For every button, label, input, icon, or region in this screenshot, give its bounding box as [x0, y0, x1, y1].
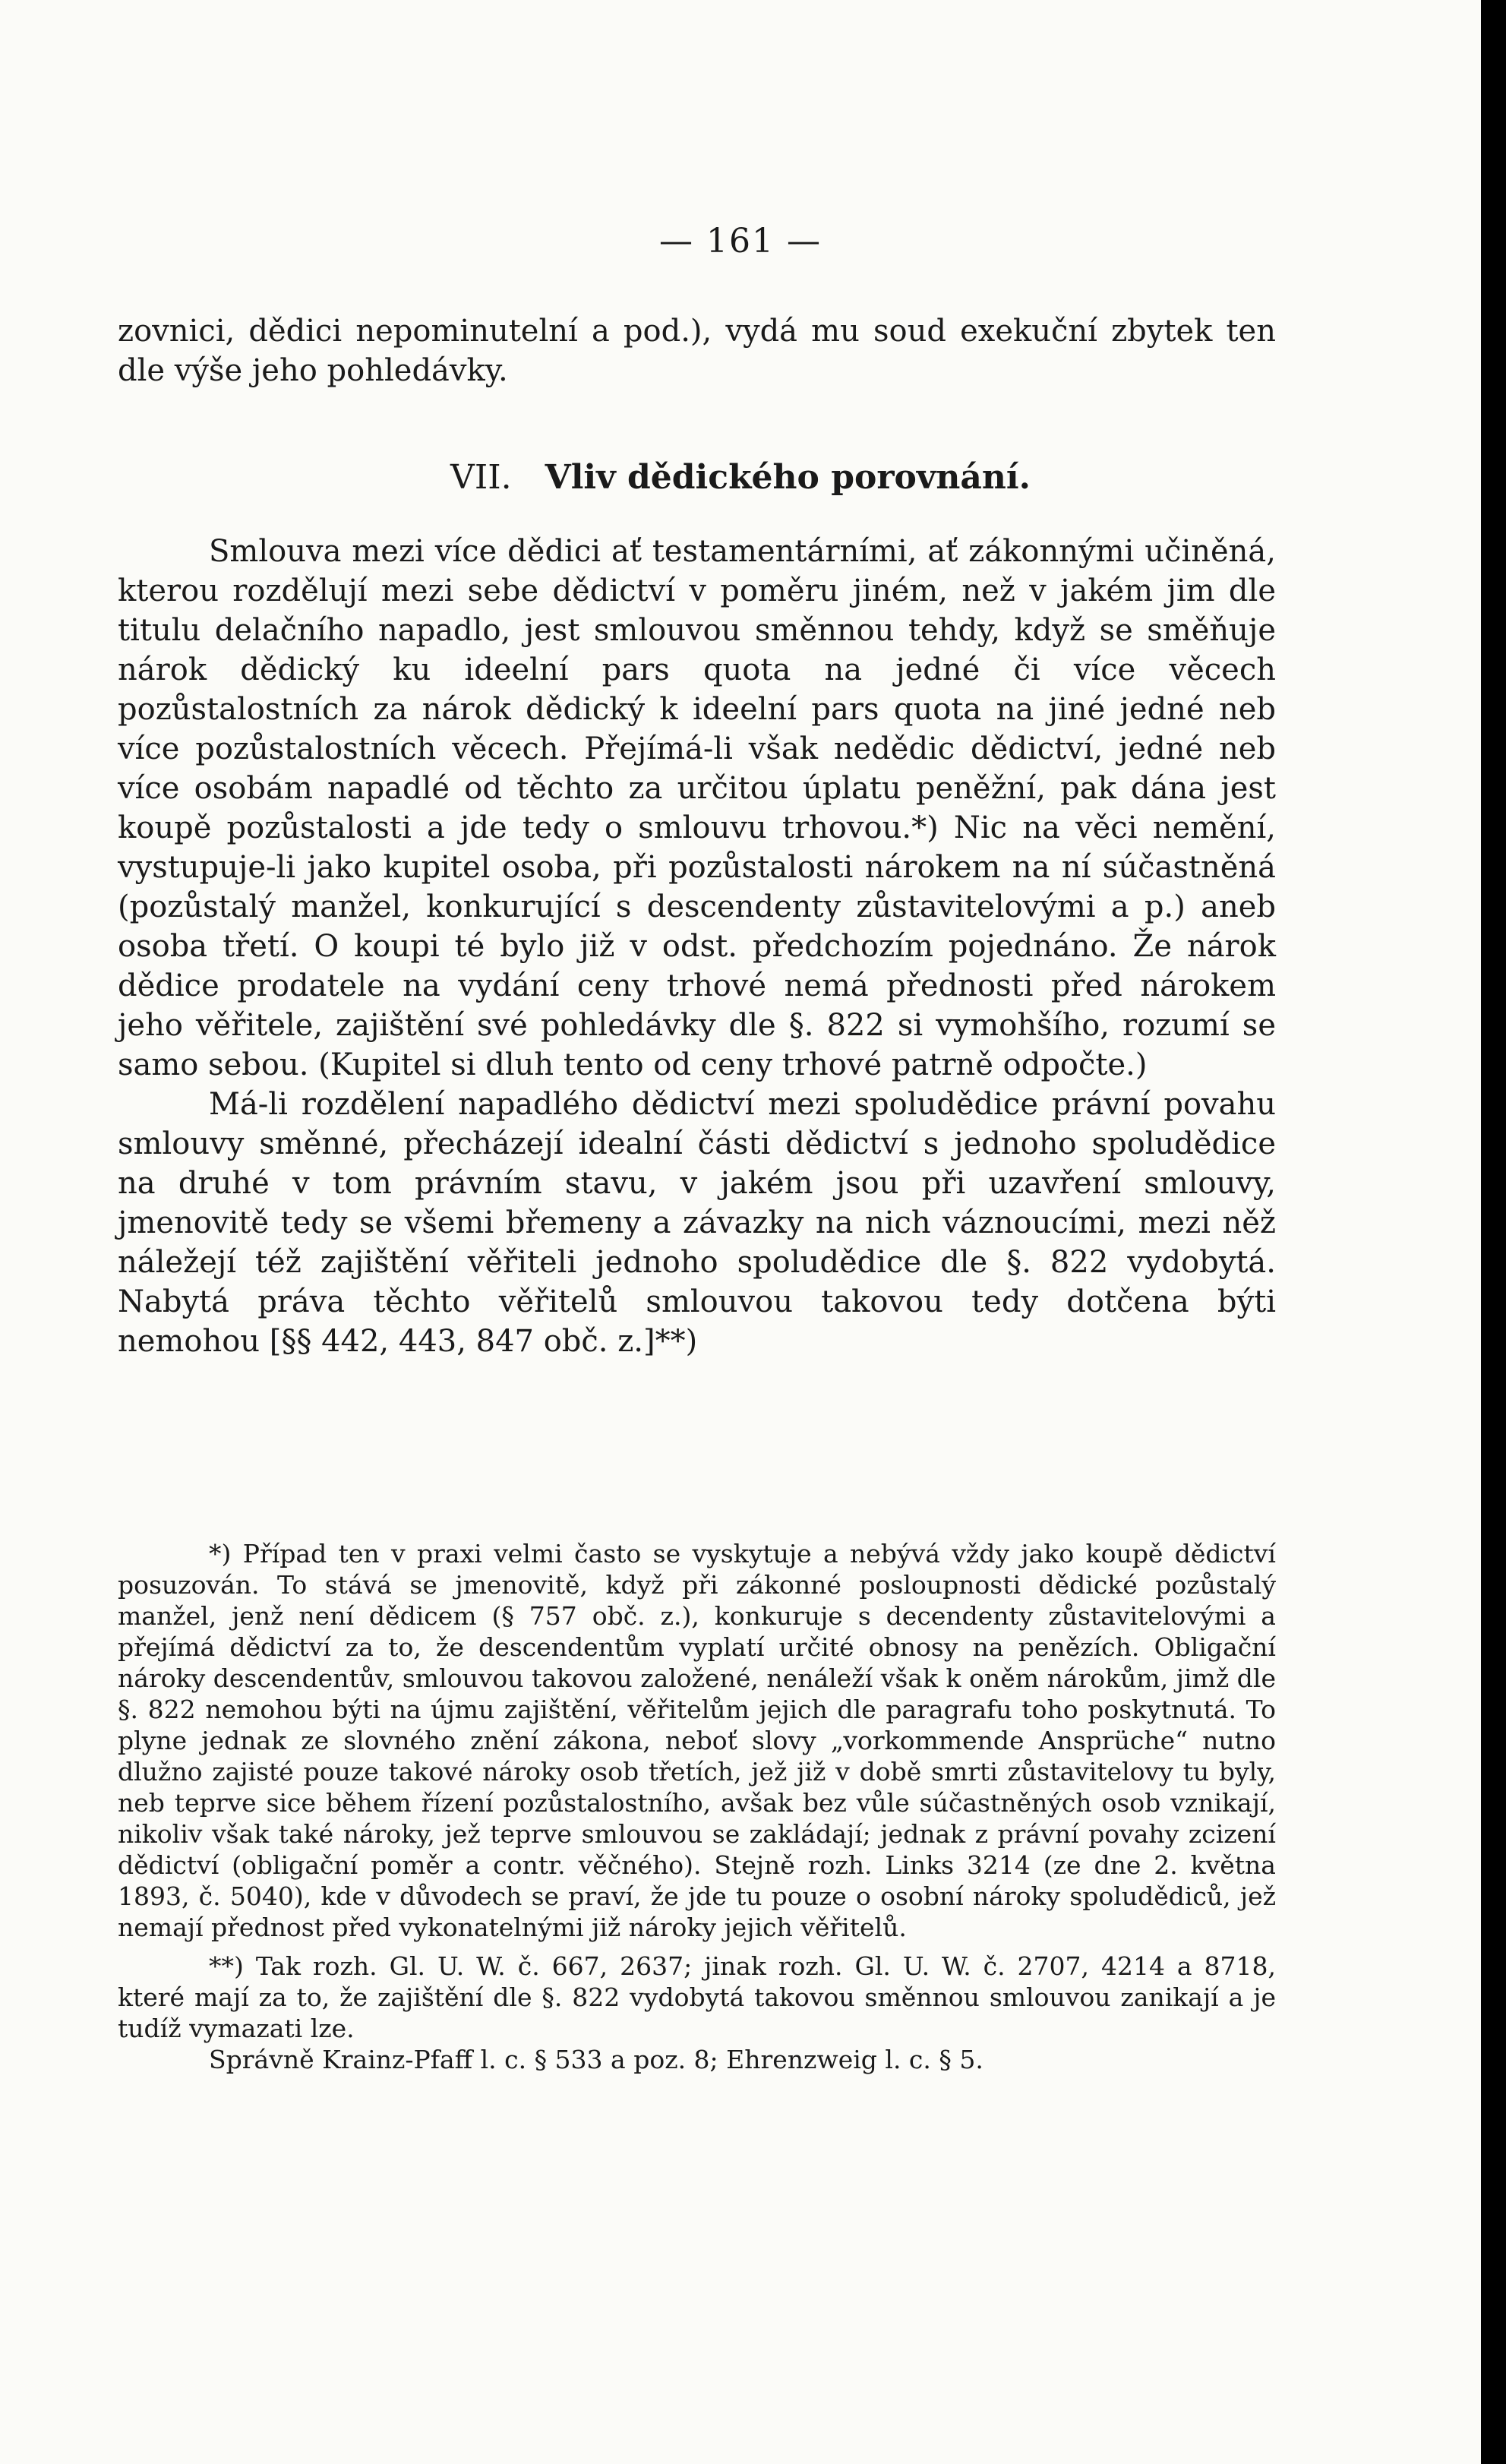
footnotes — [118, 1538, 1276, 2075]
footnote: **) Tak rozh. Gl. U. W. č. 667, 2637; jinak rozh. Gl. U. W. č. 2707, 4214 a 8718, které mají za to, že zajištění dle §. 822 vydobytá takovou směnnou smlouvou zanikají a je tudíž vymazati lze. — [118, 1951, 1276, 2043]
body-text — [118, 532, 1276, 1361]
scan-border — [1481, 0, 1506, 2464]
intro-text: zovnici, dědici nepominutelní a pod.), vydá mu soud exekuční zbytek ten dle výše jeho pohledávky. — [118, 314, 1276, 388]
section-number: VII. — [450, 458, 512, 497]
footnote: Správně Krainz-Pfaff l. c. § 533 a poz. 8; Ehrenzweig l. c. § 5. — [209, 2045, 983, 2074]
intro-paragraph — [118, 311, 1276, 390]
paragraph: Smlouva mezi více dědici ať testamentárními, ať zákonnými učiněná, kterou rozdělují mezi sebe dědictví v poměru jiném, než v jakém jim dle titulu delačního napadlo, jest smlouvou směnnou tehdy, když se směňuje nárok dědický ku ideelní pars quota na jedné či více věcech pozůstalostních za nárok dědický k ideelní pars quota na jiné jedné neb více pozůstalostních věcech. Přejímá-li však nedědic dědictví, jedné neb více osobám napadlé od těchto za určitou úplatu peněžní, pak dána jest koupě pozůstalosti a jde tedy o smlouvu trhovou.*) Nic na věci nemění, vystupuje-li jako kupitel osoba, při pozůstalosti nárokem na ní súčastněná (pozůstalý manžel, konkurující s descendenty zůstavitelovými a p.) aneb osoba třetí. O koupi té bylo již v odst. předchozím pojednáno. Že nárok dědice prodatele na vydání ceny trhové nemá přednosti před nárokem jeho věřitele, zajištění své pohledávky dle §. 822 si vymohšího, rozumí se samo sebou. (Kupitel si dluh tento od ceny trhové patrně odpočte.) — [118, 534, 1276, 1082]
page-number: — 161 — — [659, 222, 822, 261]
section-heading — [0, 458, 1481, 497]
section-title: Vliv dědického porovnání. — [545, 458, 1031, 497]
paragraph: Má-li rozdělení napadlého dědictví mezi spoludědice právní povahu smlouvy směnné, přecházejí idealní části dědictví s jednoho spoludědice na druhé v tom právním stavu, v jakém jsou při uzavření smlouvy, jmenovitě tedy se všemi břemeny a závazky na nich váznoucími, mezi něž náležejí též zajištění věřiteli jednoho spoludědice dle §. 822 vydobytá. Nabytá práva těchto věřitelů smlouvou takovou tedy dotčena býti nemohou [§§ 442, 443, 847 obč. z.]**) — [118, 1087, 1276, 1359]
footnote: *) Případ ten v praxi velmi často se vyskytuje a nebývá vždy jako koupě dědictví posuzován. To stává se jmenovitě, když při zákonné posloupnosti dědické pozůstalý manžel, jenž není dědicem (§ 757 obč. z.), konkuruje s decendenty zůstavitelovými a přejímá dědictví za to, že descendentům vyplatí určité obnosy na penězích. Obligační nároky descendentův, smlouvou takovou založené, nenáleží však k oněm nárokům, jimž dle §. 822 nemohou býti na újmu zajištění, věřitelům jejich dle paragrafu toho poskytnutá. To plyne jednak ze slovného znění zákona, neboť slovy „vorkommende Ansprüche“ nutno dlužno zajisté pouze takové nároky osob třetích, jež již v době smrti zůstavitelovy tu byly, neb teprve sice během řízení pozůstalostního, avšak bez vůle súčastněných osob vznikají, nikoliv však také nároky, jež teprve smlouvou se zakládají; jednak z právní povahy zcizení dědictví (obligační poměr a contr. věčného). Stejně rozh. Links 3214 (ze dne 2. května 1893, č. 5040), kde v důvodech se praví, že jde tu pouze o osobní nároky spoludědiců, jež nemají přednost před vykonatelnými již nároky jejich věřitelů. — [118, 1539, 1276, 1942]
